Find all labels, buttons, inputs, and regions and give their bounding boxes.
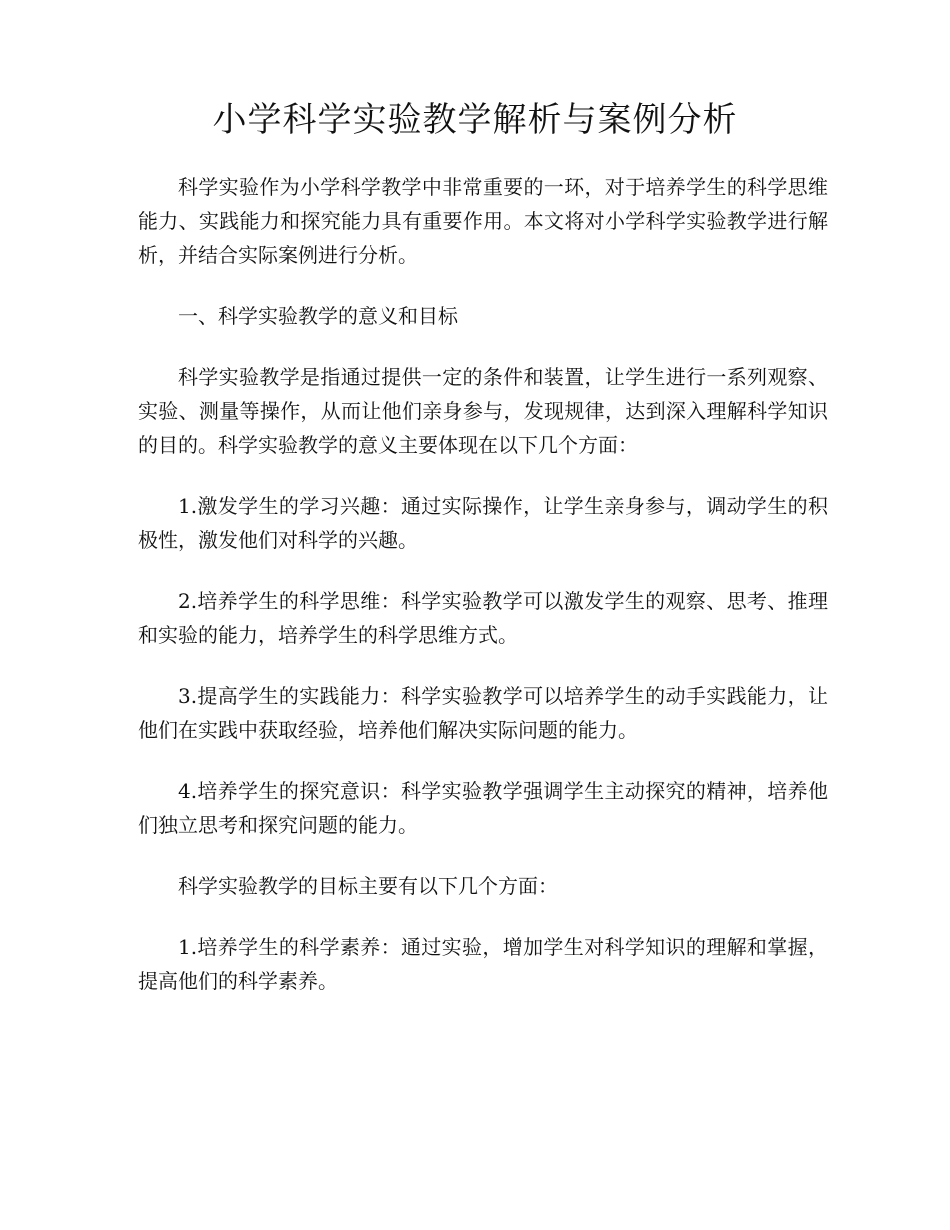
list-item: 4.培养学生的探究意识：科学实验教学强调学生主动探究的精神，培养他们独立思考和探究问题的能力。 xyxy=(138,779,828,837)
meaning-paragraph: 科学实验教学是指通过提供一定的条件和装置，让学生进行一系列观察、实验、测量等操作，从而让他们亲身参与，发现规律，达到深入理解科学知识的目的。科学实验教学的意义主要体现在以下几个方面： xyxy=(138,365,828,457)
list-item: 1.激发学生的学习兴趣：通过实际操作，让学生亲身参与，调动学生的积极性，激发他们对科学的兴趣。 xyxy=(138,494,828,552)
goals-paragraph: 科学实验教学的目标主要有以下几个方面： xyxy=(178,874,558,898)
list-item: 3.提高学生的实践能力：科学实验教学可以培养学生的动手实践能力，让他们在实践中获取经验，培养他们解决实际问题的能力。 xyxy=(138,684,828,742)
list-item: 1.培养学生的科学素养：通过实验，增加学生对科学知识的理解和掌握，提高他们的科学素养。 xyxy=(138,935,828,993)
section-heading: 一、科学实验教学的意义和目标 xyxy=(178,304,458,328)
document-body xyxy=(138,170,828,1025)
intro-paragraph: 科学实验作为小学科学教学中非常重要的一环，对于培养学生的科学思维能力、实践能力和探究能力具有重要作用。本文将对小学科学实验教学进行解析，并结合实际案例进行分析。 xyxy=(138,175,828,267)
list-item: 2.培养学生的科学思维：科学实验教学可以激发学生的观察、思考、推理和实验的能力，培养学生的科学思维方式。 xyxy=(138,589,828,647)
document-title: 小学科学实验教学解析与案例分析 xyxy=(212,100,738,140)
